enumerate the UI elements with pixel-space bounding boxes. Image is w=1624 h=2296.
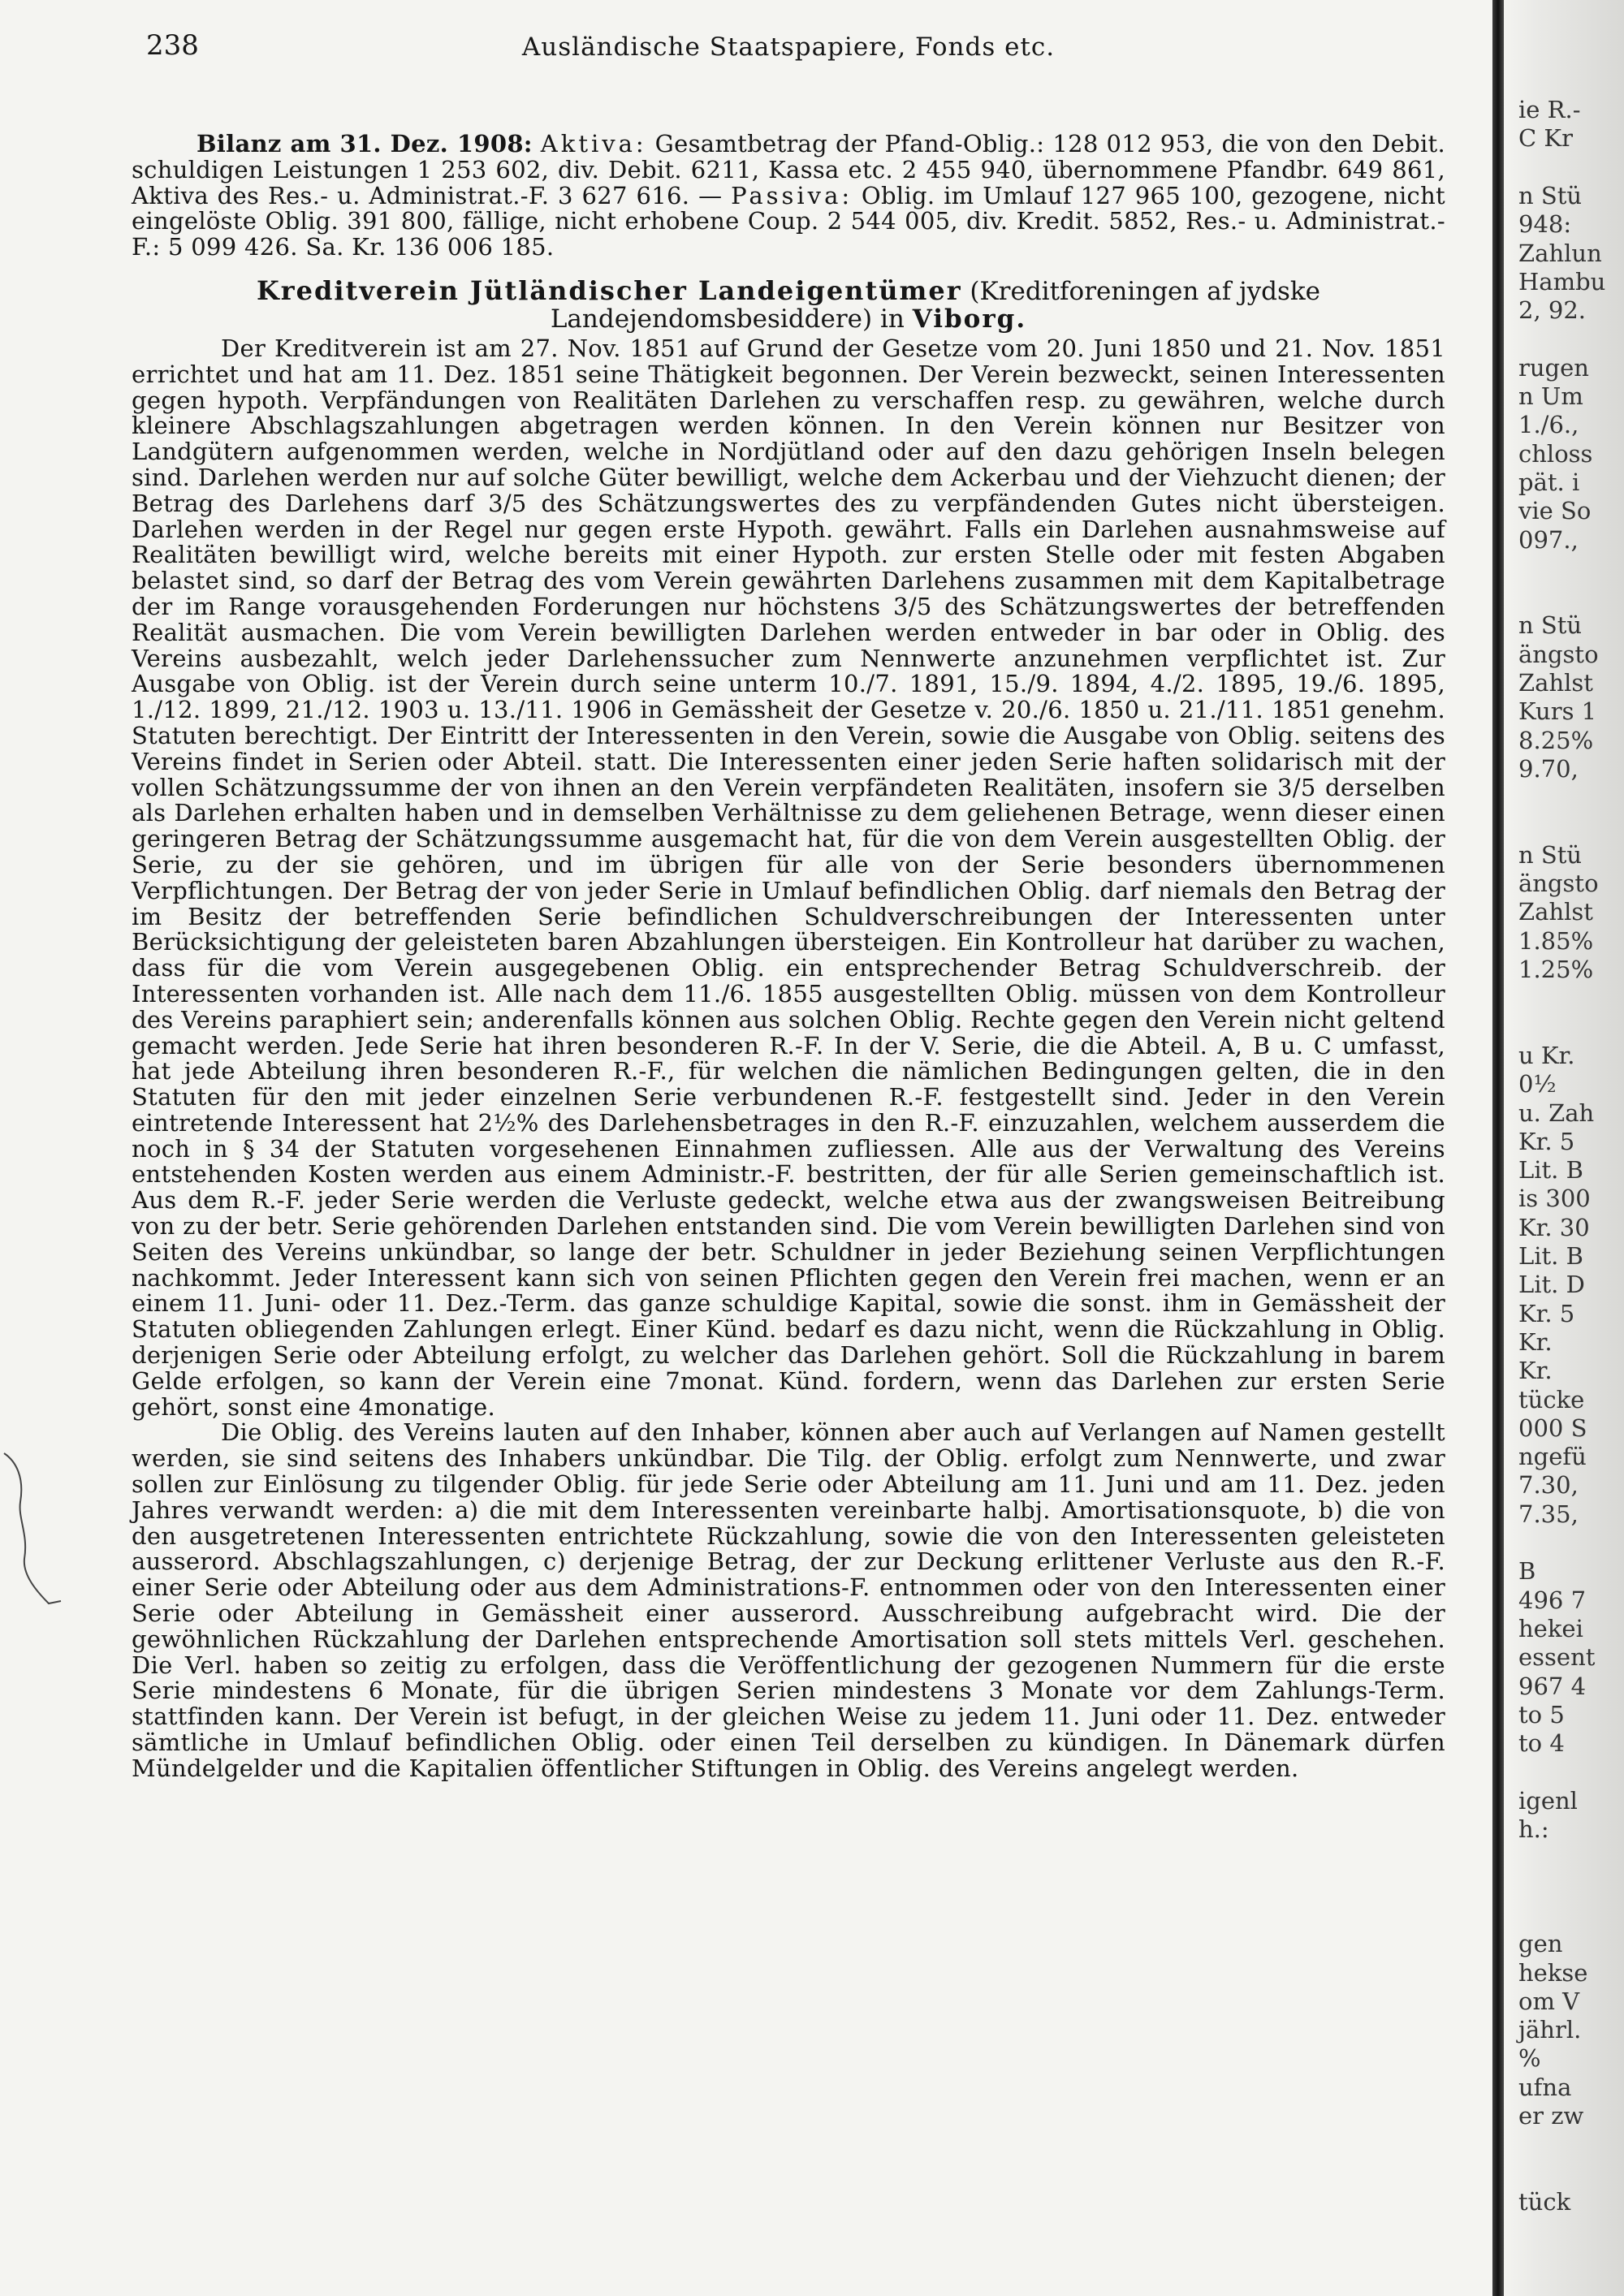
fragment-line: Kr. bbox=[1518, 1327, 1553, 1356]
fragment-line: Lit. D bbox=[1518, 1271, 1585, 1299]
fragment-line: 9.70, bbox=[1518, 754, 1579, 783]
fragment-line: er zw bbox=[1518, 2102, 1584, 2130]
fragment-line: essent bbox=[1518, 1643, 1596, 1672]
fragment-line: B bbox=[1518, 1557, 1536, 1586]
fragment-line: h.: bbox=[1518, 1815, 1549, 1843]
fragment-line: n Um bbox=[1518, 382, 1583, 410]
fragment-line: pät. i bbox=[1518, 468, 1580, 496]
fragment-line: u Kr. bbox=[1518, 1041, 1575, 1069]
fragment-line: hekse bbox=[1518, 1958, 1588, 1987]
fragment-line: C Kr bbox=[1518, 124, 1573, 153]
bilanz-paragraph bbox=[132, 132, 1445, 261]
fragment-line: Lit. B bbox=[1518, 1156, 1583, 1185]
fragment-line: ufna bbox=[1518, 2073, 1572, 2101]
fragment-line: gen bbox=[1518, 1930, 1563, 1958]
fragment-line: % bbox=[1518, 2044, 1541, 2073]
fragment-line: ie R.- bbox=[1518, 96, 1581, 123]
adjacent-page-fragments bbox=[1510, 96, 1624, 2216]
fragment-line: hekei bbox=[1518, 1614, 1583, 1642]
fragment-line: igenl bbox=[1518, 1786, 1578, 1815]
bilanz-text-1: Gesamtbetrag der Pfand-Oblig.: 128 012 953, die von den Debit. schuldigen Leistungen 1 253 602, div. Debit. 6211, Kassa etc. 2 455 940, übernommene Pfandbr. 649 861, Aktiva des Res.- u. Administrat.-F. 3 627 616. — bbox=[132, 130, 1445, 209]
passiva-label: Passiva: bbox=[731, 181, 853, 209]
fragment-line: 000 S bbox=[1518, 1413, 1587, 1442]
running-head: Ausländische Staatspapiere, Fonds etc. bbox=[521, 32, 1056, 62]
fragment-line: to 4 bbox=[1518, 1729, 1565, 1758]
aktiva-label: Aktiva: bbox=[540, 130, 647, 158]
fragment-line: 2, 92. bbox=[1518, 296, 1587, 325]
company-city: Viborg. bbox=[912, 304, 1027, 334]
company-danish-name: (Kreditforeningen af jydske Landejendomsbesiddere) in bbox=[550, 276, 1321, 334]
fragment-line: 0½ bbox=[1518, 1070, 1557, 1098]
fragment-line: Zahlst bbox=[1518, 669, 1593, 697]
fragment-line: Lit. B bbox=[1518, 1242, 1583, 1270]
fragment-line: ängsto bbox=[1518, 640, 1599, 668]
fragment-line: Kr. 5 bbox=[1518, 1299, 1575, 1327]
fragment-line: 948: bbox=[1518, 210, 1572, 239]
fragment-line: 1./6., bbox=[1518, 411, 1579, 439]
fragment-line: ngefü bbox=[1518, 1443, 1587, 1471]
page-header bbox=[132, 28, 1445, 73]
fragment-line: 8.25% bbox=[1518, 726, 1594, 754]
fragment-line: 1.85% bbox=[1518, 926, 1594, 955]
fragment-line: 7.35, bbox=[1518, 1500, 1579, 1528]
page-number: 238 bbox=[146, 29, 199, 62]
fragment-line: 967 4 bbox=[1518, 1672, 1587, 1700]
fragment-line: is 300 bbox=[1518, 1185, 1591, 1213]
fragment-line: tücke bbox=[1518, 1385, 1585, 1413]
margin-mark bbox=[0, 1429, 65, 1624]
fragment-line: Hambu bbox=[1518, 267, 1606, 296]
fragment-line: tück bbox=[1518, 2187, 1571, 2216]
fragment-line: rugen bbox=[1518, 353, 1589, 382]
bilanz-lead: Bilanz am 31. Dez. 1908: bbox=[197, 130, 533, 158]
fragment-line: Kr. bbox=[1518, 1357, 1553, 1385]
fragment-line: n Stü bbox=[1518, 611, 1583, 640]
fragment-line: vie So bbox=[1518, 497, 1592, 525]
fragment-line: Kr. 5 bbox=[1518, 1127, 1575, 1155]
bilanz-text-2: Oblig. im Umlauf 127 965 100, gezogene, nicht eingelöste Oblig. 391 800, fällige, nicht erhobene Coup. 2 544 005, div. Kredit. 5852, Res.- u. Administrat.-F.: 5 099 426. Sa. Kr. 136 006 185. bbox=[132, 181, 1445, 261]
fragment-line: to 5 bbox=[1518, 1700, 1565, 1728]
body-paragraph-2: Die Oblig. des Vereins lauten auf den Inhaber, können aber auch auf Verlangen auf Namen gestellt werden, sie sind seitens des Inhabers unkündbar. Die Tilg. der Oblig. erfolgt zum Nennwerte, und zwar sollen zur Einlösung zu tilgender Oblig. für jede Serie oder Abteilung am 11. Juni und am 11. Dez. jeden Jahres verwandt werden: a) die mit dem Interessenten vereinbarte halbj. Amortisationsquote, b) die von den ausgetretenen Interessenten entrichtete Rückzahlung, sowie die von den Interessenten geleisteten ausserord. Abschlagszahlungen, c) derjenige Betrag, der zur Deckung erlittener Verluste aus den R.-F. einer Serie oder Abteilung oder aus dem Administrations-F. entnommen oder von den Interessenten einer Serie oder Abteilung in Gemässheit einer ausserord. Ausschreibung aufgebracht wird. Die der gewöhnlichen Rückzahlung der Darlehen entsprechende Amortisation soll stets mittels Verl. geschehen. Die Verl. haben so zeitig zu erfolgen, dass die Veröffentlichung der gezogenen Nummern für die erste Serie mindestens 6 Monate, für die übrigen Serien mindestens 3 Monate vor dem Zahlungs-Term. stattfinden kann. Der Verein ist befugt, in der gleichen Weise zu jedem 11. Juni oder 11. Dez. entweder sämtliche in Umlauf befindlichen Oblig. oder einen Teil derselben zu kündigen. In Dänemark dürfen Mündelgelder und die Kapitalien öffentlicher Stiftungen in Oblig. des Vereins angelegt werden. bbox=[132, 1418, 1445, 1782]
fragment-line: n Stü bbox=[1518, 840, 1583, 869]
fragment-line: n Stü bbox=[1518, 181, 1583, 209]
body-paragraph-1: Der Kreditverein ist am 27. Nov. 1851 auf Grund der Gesetze vom 20. Juni 1850 und 21. Nov. 1851 errichtet und hat am 11. Dez. 1851 seine Thätigkeit begonnen. Der Verein bezweckt, seinen Interessenten gegen hypoth. Verpfändungen von Realitäten Darlehen zu verschaffen resp. zu gewähren, welche durch kleinere Abschlagszahlungen abgetragen werden können. In den Verein können nur Besitzer von Landgütern aufgenommen werden, welche in Nordjütland oder auf den dazu gehörigen Inseln belegen sind. Darlehen werden nur auf solche Güter bewilligt, welche dem Ackerbau und der Viehzucht dienen; der Betrag des Darlehens darf 3/5 des Schätzungswertes des zu verpfändenden Gutes nicht übersteigen. Darlehen werden in der Regel nur gegen erste Hypoth. gewährt. Falls ein Darlehen ausnahmsweise auf Realitäten bewilligt wird, welche bereits mit einer Hypoth. zur ersten Stelle oder mit festen Abgaben belastet sind, so darf der Betrag des vom Verein gewährten Darlehens zusammen mit dem Kapitalbetrage der im Range vorausgehenden Forderungen nur höchstens 3/5 des Schätzungswertes der betreffenden Realität ausmachen. Die vom Verein bewilligten Darlehen werden entweder in bar oder in Oblig. des Vereins ausbezahlt, welch jeder Darlehenssucher zum Nennwerte anzunehmen verpflichtet ist. Zur Ausgabe von Oblig. ist der Verein durch seine unterm 10./7. 1891, 15./9. 1894, 4./2. 1895, 19./6. 1895, 1./12. 1899, 21./12. 1903 u. 13./11. 1906 in Gemässheit der Gesetze v. 20./6. 1850 u. 21./11. 1851 genehm. Statuten berechtigt. Der Eintritt der Interessenten in den Verein, sowie die Ausgabe von Oblig. seitens des Vereins findet in Serien oder Abteil. statt. Die Interessenten einer jeden Serie haften solidarisch mit der vollen Schätzungssumme der von ihnen an den Verein verpfändeten Realitäten, insofern sie 3/5 derselben als Darlehen erhalten haben und in demselben Verhältnisse zu dem geliehenen Betrage, wenn dieser einen geringeren Betrag der Schätzungssumme ausgemacht hat, für die von dem Verein ausgestellten Oblig. der Serie, zu der sie gehören, und im übrigen für alle von der Serie besonders übernommenen Verpflichtungen. Der Betrag der von jeder Serie in Umlauf befindlichen Oblig. darf niemals den Betrag der im Besitz der betreffenden Serie befindlichen Schuldverschreibungen der Interessenten unter Berücksichtigung der geleisteten baren Abzahlungen übersteigen. Ein Kontrolleur hat darüber zu wachen, dass für die vom Verein ausgegebenen Oblig. ein entsprechender Betrag Schuldverschreib. der Interessenten vorhanden ist. Alle nach dem 11./6. 1855 ausgestellten Oblig. müssen von dem Kontrolleur des Vereins paraphiert sein; anderenfalls können aus solchen Oblig. Rechte gegen den Verein nicht geltend gemacht werden. Jede Serie hat ihren besonderen R.-F. In der V. Serie, die die Abteil. A, B u. C umfasst, hat jede Abteilung ihren besonderen R.-F., für welchen die nämlichen Bedingungen gelten, die in den Statuten für den mit jeder einzelnen Serie verbundenen R.-F. festgestellt sind. Jeder in den Verein eintretende Interessent hat 2½% des Darlehensbetrages in den R.-F. einzuzahlen, welchem ausserdem die noch in § 34 der Statuten vorgesehenen Einnahmen zufliessen. Alle aus der Verwaltung des Vereins entstehenden Kosten werden aus einem Administr.-F. bestritten, der für alle Serien gemeinschaftlich ist. Aus dem R.-F. jeder Serie werden die Verluste gedeckt, welche etwa aus der zwangsweisen Beitreibung von zu der betr. Serie gehörenden Darlehen entstanden sind. Die vom Verein bewilligten Darlehen sind von Seiten des Vereins unkündbar, so lange der betr. Schuldner in jeder Beziehung seinen Verpflichtungen nachkommt. Jeder Interessent kann sich von seinen Pflichten gegen den Verein frei machen, wenn er an einem 11. Juni- oder 11. Dez.-Term. das ganze schuldige Kapital, sowie die sonst. ihm in Gemässheit der Statuten obliegenden Zahlungen erlegt. Einer Künd. bedarf es dazu nicht, wenn die Rückzahlung in Oblig. derjenigen Serie oder Abteilung erfolgt, zu welcher das Darlehen gehört. Soll die Rückzahlung in barem Gelde erfolgen, so kann der Verein eine 7monat. Künd. fordern, wenn das Darlehen zur ersten Serie gehört, sonst eine 4monatige. bbox=[132, 334, 1445, 1421]
fragment-line: Kr. 30 bbox=[1518, 1213, 1590, 1241]
fragment-line: 7.30, bbox=[1518, 1471, 1579, 1500]
fragment-line: Zahlun bbox=[1518, 239, 1602, 267]
fragment-line: Kurs 1 bbox=[1518, 697, 1597, 726]
fragment-line: Zahlst bbox=[1518, 898, 1593, 926]
fragment-line: u. Zah bbox=[1518, 1098, 1595, 1127]
fragment-line: 1.25% bbox=[1518, 956, 1594, 983]
company-name: Kreditverein Jütländischer Landeigentümer bbox=[256, 274, 962, 306]
fragment-line: ängsto bbox=[1518, 870, 1599, 898]
fragment-line: 097., bbox=[1518, 525, 1579, 554]
fragment-line: 496 7 bbox=[1518, 1586, 1587, 1614]
page-fold bbox=[1492, 0, 1504, 2296]
section-title bbox=[132, 274, 1445, 334]
fragment-line: jährl. bbox=[1518, 2016, 1582, 2044]
page-content bbox=[132, 28, 1445, 1782]
fragment-line: chloss bbox=[1518, 439, 1593, 468]
fragment-line: om V bbox=[1518, 1987, 1580, 2015]
